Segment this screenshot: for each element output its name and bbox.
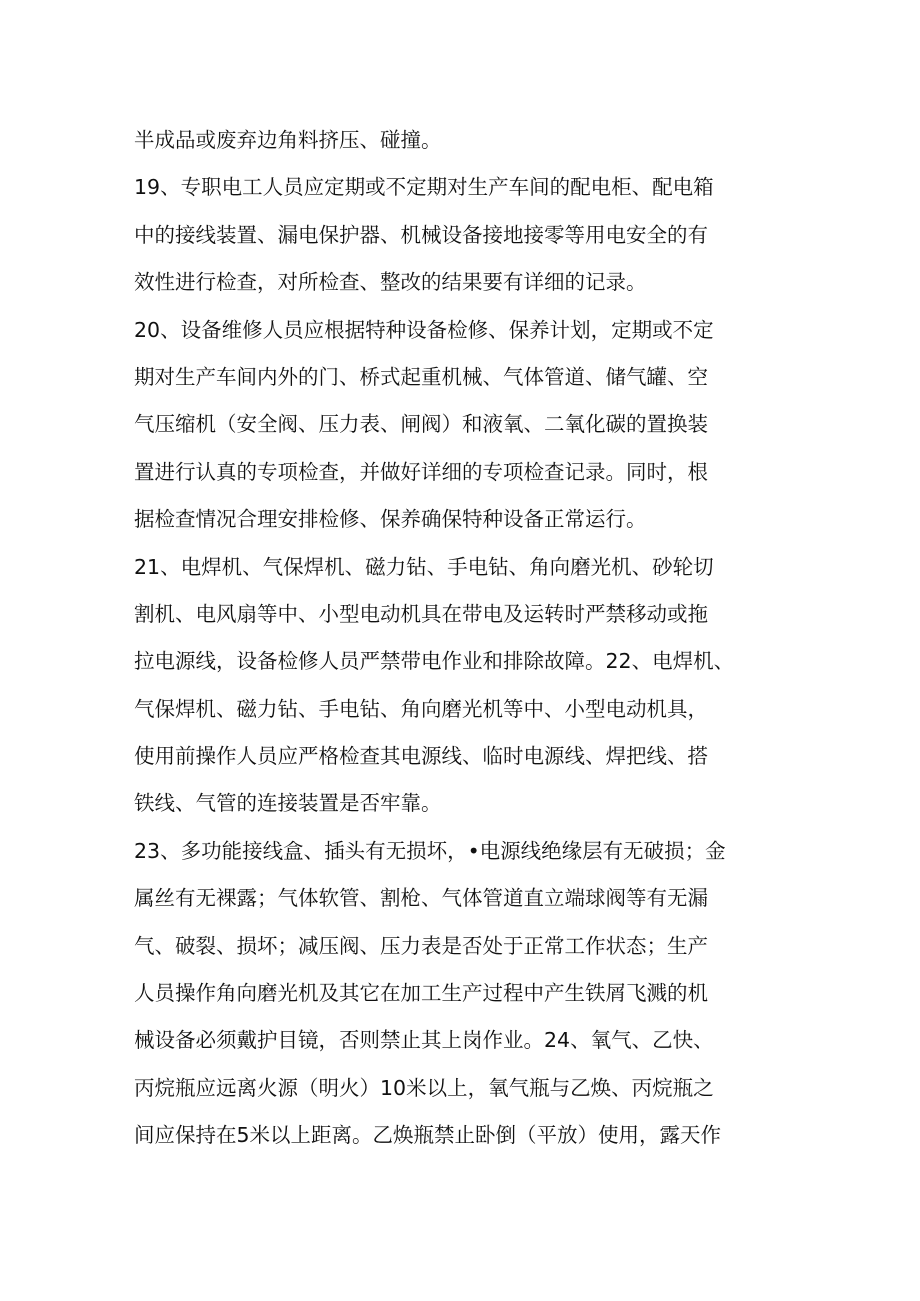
- body-text: [134, 117, 804, 1160]
- text-line-17: 属丝有无裸露；气体软管、割枪、气体管道直立端球阀等有无漏: [134, 886, 708, 911]
- text-line-9: 据检查情况合理安排检修、保养确保特种设备正常运行。: [134, 507, 647, 532]
- text-line-16: 23、多功能接线盒、插头有无损坏，•电源线绝缘层有无破损；金: [134, 838, 726, 863]
- text-line-18: 气、破裂、损坏；减压阀、压力表是否处于正常工作状态；生产: [134, 933, 708, 958]
- text-line-4: 效性进行检查，对所检查、整改的结果要有详细的记录。: [134, 270, 647, 295]
- text-line-3: 中的接线装置、漏电保护器、机械设备接地接零等用电安全的有: [134, 222, 708, 247]
- text-line-2: 19、专职电工人员应定期或不定期对生产车间的配电柜、配电箱: [134, 175, 714, 200]
- text-line-20: 械设备必须戴护目镜，否则禁止其上岗作业。24、氧气、乙快、: [134, 1028, 714, 1053]
- text-line-13: 气保焊机、磁力钻、手电钻、角向磨光机等中、小型电动机具，: [134, 696, 708, 721]
- text-line-19: 人员操作角向磨光机及其它在加工生产过程中产生铁屑飞溅的机: [134, 981, 708, 1006]
- text-line-22: 间应保持在5米以上距离。乙焕瓶禁止卧倒（平放）使用，露天作: [134, 1123, 722, 1148]
- text-line-6: 期对生产车间内外的门、桥式起重机械、气体管道、储气罐、空: [134, 364, 708, 389]
- text-line-8: 置进行认真的专项检查，并做好详细的专项检查记录。同时，根: [134, 459, 708, 484]
- text-line-7: 气压缩机（安全阀、压力表、闸阀）和液氧、二氧化碳的置换装: [134, 412, 708, 437]
- text-line-15: 铁线、气管的连接装置是否牢靠。: [134, 791, 442, 816]
- text-line-21: 丙烷瓶应远离火源（明火）10米以上，氧气瓶与乙焕、丙烷瓶之: [134, 1075, 714, 1100]
- text-line-14: 使用前操作人员应严格检查其电源线、临时电源线、焊把线、搭: [134, 744, 708, 769]
- text-line-1: 半成品或废弃边角料挤压、碰撞。: [134, 128, 442, 152]
- text-line-10: 21、电焊机、气保焊机、磁力钻、手电钻、角向磨光机、砂轮切: [134, 554, 714, 579]
- text-line-12: 拉电源线，设备检修人员严禁带电作业和排除故障。22、电焊机、: [134, 649, 735, 674]
- text-line-5: 20、设备维修人员应根据特种设备检修、保养计划，定期或不定: [134, 317, 714, 342]
- text-line-11: 割机、电风扇等中、小型电动机具在带电及运转时严禁移动或拖: [134, 601, 708, 626]
